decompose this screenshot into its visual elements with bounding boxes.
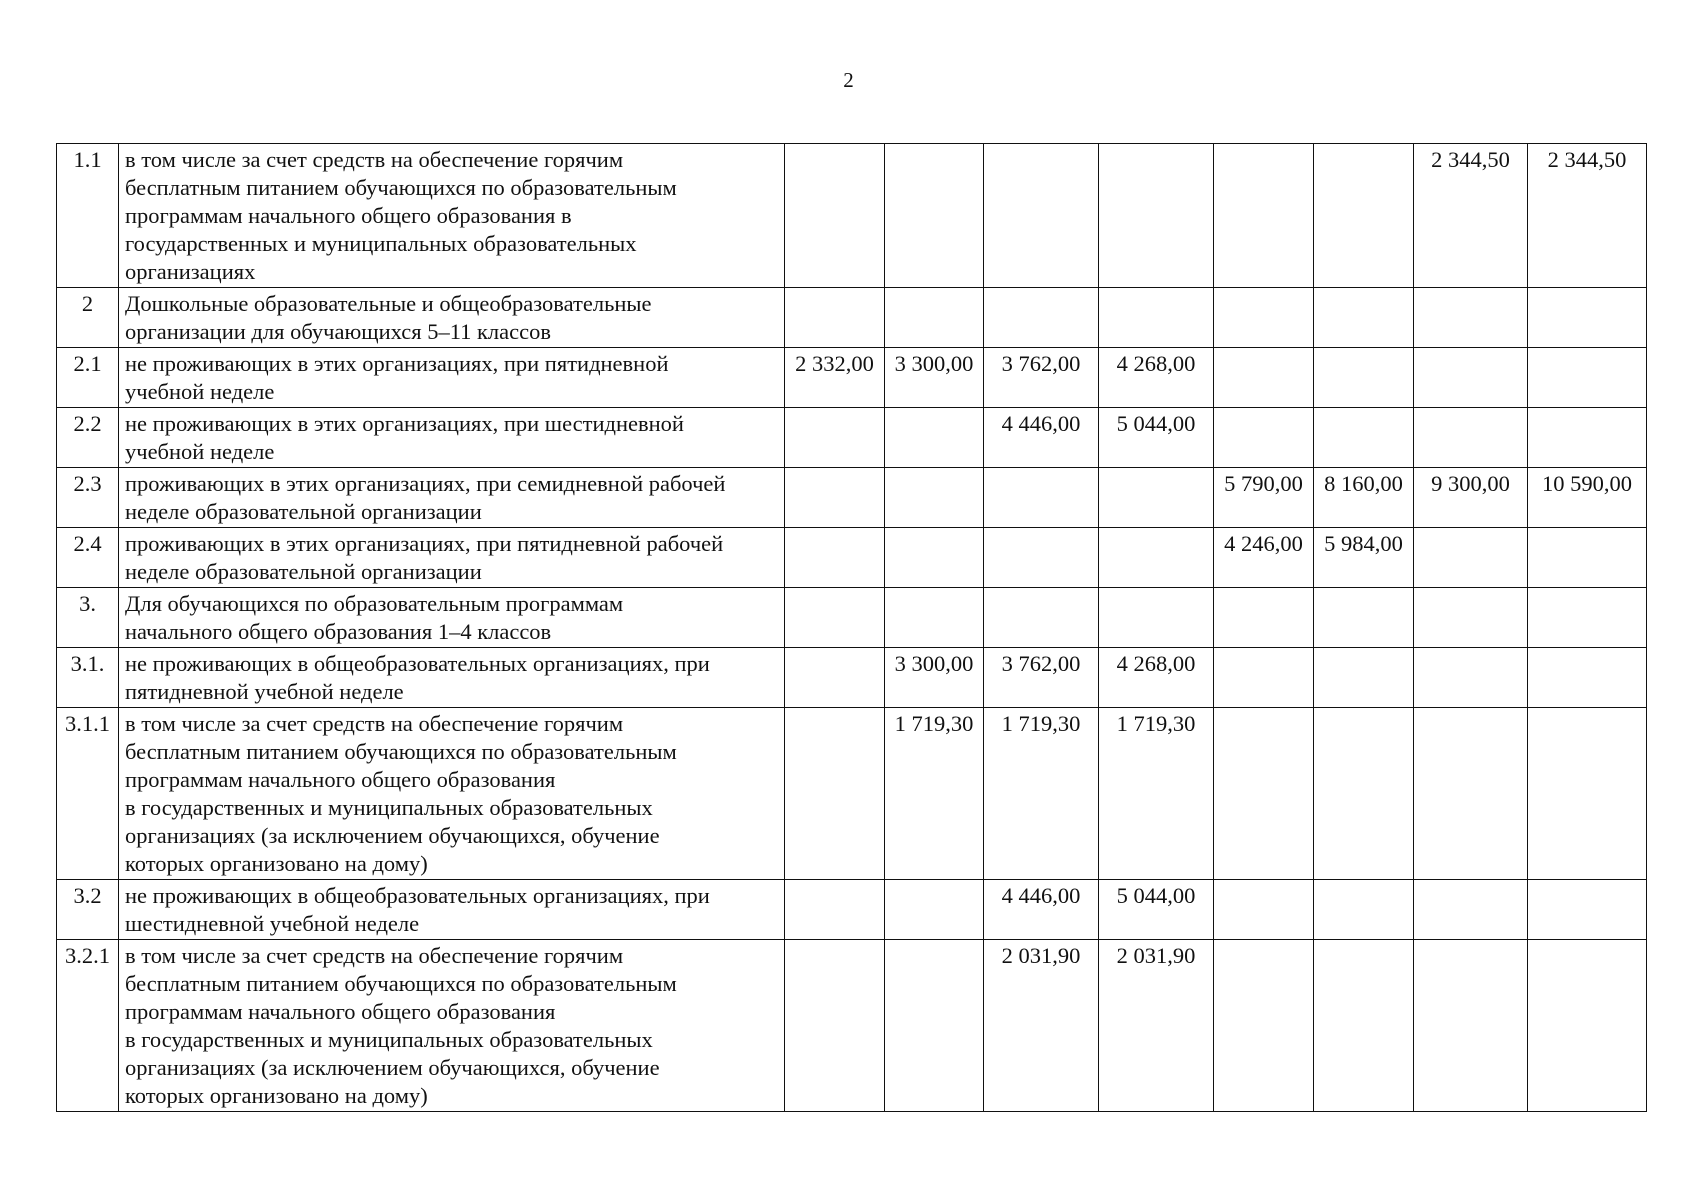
- table-row: [57, 144, 1647, 288]
- value-cell: [785, 940, 885, 1112]
- description-line: Дошкольные образовательные и общеобразовательные: [125, 291, 652, 316]
- description-line: бесплатным питанием обучающихся по образовательным: [125, 175, 677, 200]
- value-cell: [1099, 144, 1214, 288]
- row-number: 2: [57, 288, 119, 348]
- value-cell: [785, 468, 885, 528]
- value-cell: [885, 940, 984, 1112]
- value-cell: [1214, 648, 1314, 708]
- table-body: [57, 144, 1647, 1112]
- value-cell: [1099, 288, 1214, 348]
- value-cell: [885, 528, 984, 588]
- value-cell: 5 044,00: [1099, 408, 1214, 468]
- description-line: организациях (за исключением обучающихся, обучение: [125, 1055, 660, 1080]
- value-cell: [1314, 648, 1414, 708]
- value-cell: [1414, 588, 1528, 648]
- value-cell: 5 790,00: [1214, 468, 1314, 528]
- row-description: [119, 648, 785, 708]
- description-line: в том числе за счет средств на обеспечение горячим: [125, 943, 624, 968]
- row-number: 3.1.1: [57, 708, 119, 880]
- value-cell: [984, 468, 1099, 528]
- value-cell: [1414, 880, 1528, 940]
- value-cell: [1528, 348, 1647, 408]
- value-cell: 5 984,00: [1314, 528, 1414, 588]
- value-cell: [984, 144, 1099, 288]
- table-row: [57, 648, 1647, 708]
- description-line: Для обучающихся по образовательным программам: [125, 591, 624, 616]
- description-line: программам начального общего образования в: [125, 203, 572, 228]
- row-description: [119, 528, 785, 588]
- value-cell: [1414, 940, 1528, 1112]
- value-cell: [785, 144, 885, 288]
- value-cell: [885, 144, 984, 288]
- description-line: не проживающих в общеобразовательных организациях, при: [125, 883, 710, 908]
- description-line: пятидневной учебной неделе: [125, 679, 404, 704]
- row-number: 3.: [57, 588, 119, 648]
- row-number: 2.3: [57, 468, 119, 528]
- value-cell: 9 300,00: [1414, 468, 1528, 528]
- value-cell: [885, 880, 984, 940]
- description-line: в государственных и муниципальных образовательных: [125, 1027, 653, 1052]
- value-cell: [1314, 408, 1414, 468]
- value-cell: [1528, 708, 1647, 880]
- value-cell: [785, 708, 885, 880]
- row-description: [119, 288, 785, 348]
- table-row: [57, 528, 1647, 588]
- value-cell: [785, 588, 885, 648]
- value-cell: [1528, 288, 1647, 348]
- table-row: [57, 940, 1647, 1112]
- value-cell: [1414, 708, 1528, 880]
- value-cell: [984, 288, 1099, 348]
- value-cell: [1314, 348, 1414, 408]
- row-description: [119, 144, 785, 288]
- row-description: [119, 408, 785, 468]
- value-cell: [1099, 528, 1214, 588]
- table-row: [57, 588, 1647, 648]
- value-cell: 1 719,30: [984, 708, 1099, 880]
- value-cell: [1214, 408, 1314, 468]
- value-cell: 1 719,30: [1099, 708, 1214, 880]
- value-cell: [1414, 648, 1528, 708]
- description-line: организации для обучающихся 5–11 классов: [125, 319, 551, 344]
- description-line: бесплатным питанием обучающихся по образовательным: [125, 739, 677, 764]
- value-cell: [1528, 408, 1647, 468]
- description-line: программам начального общего образования: [125, 999, 556, 1024]
- value-cell: 2 344,50: [1414, 144, 1528, 288]
- row-number: 2.4: [57, 528, 119, 588]
- description-line: неделе образовательной организации: [125, 499, 482, 524]
- table-row: [57, 468, 1647, 528]
- value-cell: 8 160,00: [1314, 468, 1414, 528]
- description-line: государственных и муниципальных образовательных: [125, 231, 637, 256]
- description-line: проживающих в этих организациях, при пятидневной рабочей: [125, 531, 724, 556]
- value-cell: 5 044,00: [1099, 880, 1214, 940]
- description-line: проживающих в этих организациях, при семидневной рабочей: [125, 471, 726, 496]
- row-description: [119, 588, 785, 648]
- description-line: в том числе за счет средств на обеспечение горячим: [125, 711, 624, 736]
- row-number: 2.2: [57, 408, 119, 468]
- table-row: [57, 708, 1647, 880]
- description-line: учебной неделе: [125, 379, 275, 404]
- table-row: [57, 880, 1647, 940]
- value-cell: [1214, 288, 1314, 348]
- value-cell: 2 344,50: [1528, 144, 1647, 288]
- value-cell: [1528, 588, 1647, 648]
- value-cell: [1214, 880, 1314, 940]
- value-cell: 3 762,00: [984, 348, 1099, 408]
- value-cell: [1214, 144, 1314, 288]
- description-line: организациях: [125, 259, 256, 284]
- value-cell: 2 332,00: [785, 348, 885, 408]
- description-line: в государственных и муниципальных образовательных: [125, 795, 653, 820]
- value-cell: 2 031,90: [1099, 940, 1214, 1112]
- value-cell: [1414, 408, 1528, 468]
- value-cell: 4 446,00: [984, 408, 1099, 468]
- value-cell: [1214, 708, 1314, 880]
- description-line: программам начального общего образования: [125, 767, 556, 792]
- value-cell: 4 268,00: [1099, 648, 1214, 708]
- tariff-table: [56, 143, 1647, 1112]
- value-cell: 3 300,00: [885, 648, 984, 708]
- value-cell: [1099, 468, 1214, 528]
- value-cell: [1314, 288, 1414, 348]
- row-number: 3.1.: [57, 648, 119, 708]
- page-number: 2: [843, 68, 854, 92]
- value-cell: [1314, 708, 1414, 880]
- value-cell: [785, 648, 885, 708]
- table-row: [57, 348, 1647, 408]
- value-cell: [785, 528, 885, 588]
- value-cell: 3 300,00: [885, 348, 984, 408]
- value-cell: [1214, 348, 1314, 408]
- value-cell: [984, 588, 1099, 648]
- description-line: шестидневной учебной неделе: [125, 911, 420, 936]
- row-description: [119, 468, 785, 528]
- value-cell: [984, 528, 1099, 588]
- row-description: [119, 880, 785, 940]
- description-line: организациях (за исключением обучающихся, обучение: [125, 823, 660, 848]
- description-line: не проживающих в этих организациях, при шестидневной: [125, 411, 684, 436]
- value-cell: [1414, 348, 1528, 408]
- value-cell: [885, 408, 984, 468]
- value-cell: 1 719,30: [885, 708, 984, 880]
- description-line: начального общего образования 1–4 классов: [125, 619, 552, 644]
- value-cell: [1314, 940, 1414, 1112]
- row-description: [119, 940, 785, 1112]
- description-line: в том числе за счет средств на обеспечение горячим: [125, 147, 624, 172]
- value-cell: [1528, 528, 1647, 588]
- value-cell: [1314, 588, 1414, 648]
- value-cell: [885, 588, 984, 648]
- value-cell: 3 762,00: [984, 648, 1099, 708]
- row-number: 3.2.1: [57, 940, 119, 1112]
- description-line: неделе образовательной организации: [125, 559, 482, 584]
- description-line: которых организовано на дому): [125, 1083, 428, 1108]
- value-cell: [1314, 144, 1414, 288]
- value-cell: [1414, 288, 1528, 348]
- table-row: [57, 408, 1647, 468]
- value-cell: [785, 288, 885, 348]
- value-cell: [785, 408, 885, 468]
- value-cell: [1414, 528, 1528, 588]
- table-row: [57, 288, 1647, 348]
- value-cell: 4 446,00: [984, 880, 1099, 940]
- value-cell: 10 590,00: [1528, 468, 1647, 528]
- description-line: не проживающих в общеобразовательных организациях, при: [125, 651, 710, 676]
- description-line: не проживающих в этих организациях, при пятидневной: [125, 351, 669, 376]
- value-cell: [1528, 940, 1647, 1112]
- value-cell: 4 268,00: [1099, 348, 1214, 408]
- value-cell: 4 246,00: [1214, 528, 1314, 588]
- row-description: [119, 708, 785, 880]
- value-cell: [1314, 880, 1414, 940]
- value-cell: [1214, 940, 1314, 1112]
- value-cell: [1214, 588, 1314, 648]
- row-number: 2.1: [57, 348, 119, 408]
- description-line: учебной неделе: [125, 439, 275, 464]
- value-cell: [885, 288, 984, 348]
- row-number: 3.2: [57, 880, 119, 940]
- value-cell: [1528, 648, 1647, 708]
- row-description: [119, 348, 785, 408]
- description-line: которых организовано на дому): [125, 851, 428, 876]
- value-cell: [1099, 588, 1214, 648]
- value-cell: [785, 880, 885, 940]
- description-line: бесплатным питанием обучающихся по образовательным: [125, 971, 677, 996]
- value-cell: 2 031,90: [984, 940, 1099, 1112]
- value-cell: [885, 468, 984, 528]
- row-number: 1.1: [57, 144, 119, 288]
- value-cell: [1528, 880, 1647, 940]
